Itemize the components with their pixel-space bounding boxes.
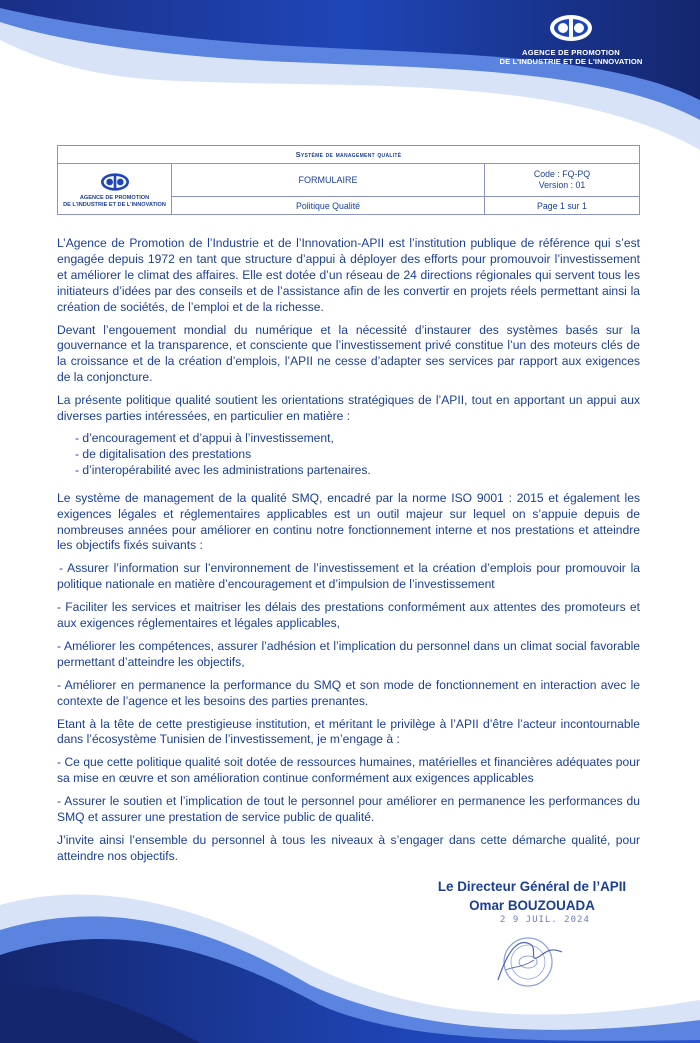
- paragraph-context: Devant l’engouement mondial du numérique et la nécessité d’instaurer des systèmes basés sur la gouvernance et la transparence, et consciente que l’investissement privé constitue l’un des moteurs clés de la croissance et de la création d’emplois, l’APII ne cesse d’adapter ses services par rapport aux exigences de la conjoncture.: [57, 322, 640, 385]
- paragraph-intro: L’Agence de Promotion de l’Industrie et de l’Innovation-APII est l’institution publique de référence qui s’est engagée depuis 1972 en tant que structure d’appui à déployer des efforts pour promouvoir l’investissement et améliorer le climat des affaires. Elle est dotée d’un réseau de 24 directions régionales qui servent tous les initiateurs d’idées par des conseils et de l’assistance afin de les convertir en projets réels permettant ainsi la création de sociétés, de l’emploi et de la richesse.: [57, 236, 640, 314]
- paragraph-orientation: La présente politique qualité soutient les orientations stratégiques de l’APII, tout en apportant un appui aux diverses parties intéressées, en particulier en matière :: [57, 393, 640, 424]
- document-header-table: [57, 145, 640, 215]
- signatory-name: Omar BOUZOUADA: [469, 898, 595, 913]
- doc-version: Version : 01: [538, 180, 586, 190]
- list-item: - d’interopérabilité avec les administrations partenaires.: [75, 462, 371, 477]
- objective-item: - Améliorer les compétences, assurer l’adhésion et l’implication du personnel dans un climat social favorable permettant d’atteindre les objectifs,: [57, 638, 640, 669]
- header-org-line-2: DE L'INDUSTRIE ET DE L'INNOVATION: [63, 201, 166, 208]
- objective-item: - Assurer l’information sur l’environnement de l’investissement et la création d’emplois pour promouvoir la politique nationale en matière d’encouragement et d’impulsion de l’investissement: [57, 561, 640, 592]
- paragraph-smq: Le système de management de la qualité SMQ, encadré par la norme ISO 9001 : 2015 et également les exigences légales et réglementaires applicables est un outil majeur sur lequel on s’appuie depuis de nombreuses années pour améliorer en continu notre fonctionnement interne et nos prestations et atteindre les objectifs fixés suivants :: [57, 490, 640, 553]
- objective-item: - Faciliter les services et maitriser les délais des prestations conformément aux attentes des promoteurs et aux exigences réglementaires et légales applicables,: [57, 600, 640, 631]
- doc-title: Politique Qualité: [172, 197, 485, 215]
- header-logo-cell: [58, 164, 172, 215]
- list-item: - de digitalisation des prestations: [75, 446, 252, 461]
- signatory-title: Le Directeur Général de l’APII: [437, 879, 627, 894]
- commitment-item: - Assurer le soutien et l’implication de tout le personnel pour améliorer en permanence les performances du SMQ et assurer une prestation de service public de qualité.: [57, 794, 640, 825]
- brand-block: [490, 10, 652, 66]
- commitment-item: - Ce que cette politique qualité soit dotée de ressources humaines, matérielles et financières adéquates pour sa mise en œuvre et son amélioration continue conformément aux exigences applicables: [57, 755, 640, 786]
- apii-logo-small-icon: [98, 170, 132, 194]
- signature-block: [400, 877, 664, 915]
- official-stamp-icon: [488, 930, 568, 990]
- system-title: Système de management qualité: [58, 146, 640, 164]
- code-version-cell: [485, 164, 640, 197]
- support-list: [75, 431, 640, 479]
- doc-page: Page 1 sur 1: [485, 197, 640, 215]
- list-item: - d’encouragement et d’appui à l’investissement,: [75, 430, 334, 445]
- form-type: FORMULAIRE: [172, 164, 485, 197]
- brand-line-1: AGENCE DE PROMOTION: [522, 48, 620, 57]
- objective-item: - Améliorer en permanence la performance du SMQ et son mode de fonctionnement en interaction avec le contexte de l’agence et les besoins des parties prenantes.: [57, 677, 640, 708]
- header-org-line-1: AGENCE DE PROMOTION: [79, 194, 150, 201]
- paragraph-commitment: Etant à la tête de cette prestigieuse institution, et méritant le privilège à l’APII d’être l’acteur incontournable dans l’écosystème Tunisien de l’investissement, je m’engage à :: [57, 716, 640, 747]
- doc-code: Code : FQ-PQ: [533, 169, 591, 179]
- date-stamp: 2 9 JUIL. 2024: [500, 915, 590, 925]
- policy-body: [57, 236, 640, 865]
- brand-line-2: DE L'INDUSTRIE ET DE L'INNOVATION: [499, 57, 643, 66]
- apii-logo-icon: [548, 10, 594, 46]
- paragraph-invitation: J’invite ainsi l’ensemble du personnel à tous les niveaux à s’engager dans cette démarche qualité, pour atteindre nos objectifs.: [57, 833, 640, 863]
